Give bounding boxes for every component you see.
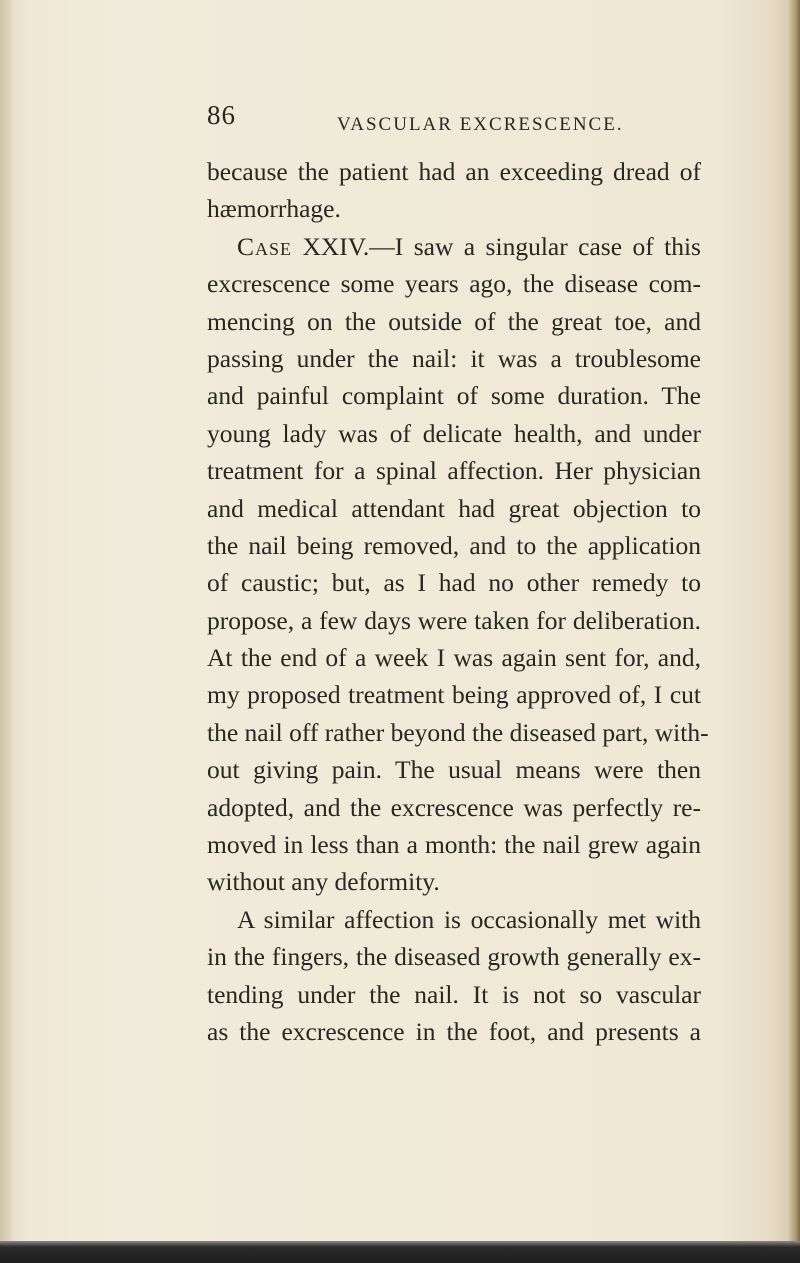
text-line: hæmorrhage.: [207, 194, 341, 224]
text-line: and painful complaint of some duration. The: [207, 381, 701, 411]
text-line: the nail off rather beyond the diseased part, with-: [207, 717, 709, 747]
text-line: passing under the nail: it was a troublesome: [207, 343, 701, 373]
text-line: of caustic; but, as I had no other remedy to: [207, 568, 701, 598]
text-line: out giving pain. The usual means were then: [207, 755, 701, 785]
text-line: At the end of a week I was again sent for, and,: [207, 643, 701, 673]
text-line: without any deformity.: [207, 867, 440, 897]
text-line: propose, a few days were taken for deliberation.: [207, 605, 701, 635]
scan-bottom-border: [0, 1241, 800, 1263]
text-line: because the patient had an exceeding dread of: [207, 157, 701, 186]
text-line: the nail being removed, and to the application: [207, 530, 701, 560]
text-line: treatment for a spinal affection. Her physician: [207, 456, 701, 486]
text-line-rest: XXIV.—I saw a singular case of this: [302, 231, 701, 261]
text-line: my proposed treatment being approved of, I cut: [207, 680, 701, 710]
text-line: tending under the nail. It is not so vascular: [207, 979, 701, 1009]
text-line: young lady was of delicate health, and under: [207, 418, 701, 448]
case-label: Case: [237, 231, 293, 261]
page-header: [207, 100, 707, 136]
text-line: in the fingers, the diseased growth generally ex-: [207, 942, 701, 972]
running-head: VASCULAR EXCRESCENCE.: [337, 114, 624, 135]
page-number: 86: [207, 100, 236, 130]
text-line: moved in less than a month: the nail grew again: [207, 830, 701, 860]
text-line-case-heading: [207, 228, 701, 265]
text-line: and medical attendant had great objection to: [207, 493, 701, 523]
text-line: excrescence some years ago, the disease com-: [207, 269, 701, 299]
text-line: as the excrescence in the foot, and presents a: [207, 1016, 701, 1046]
body-text: [207, 153, 709, 1050]
text-line: mencing on the outside of the great toe, and: [207, 306, 701, 336]
text-line: adopted, and the excrescence was perfectly re-: [207, 792, 701, 822]
page-left-edge: [0, 0, 14, 1263]
text-line: A similar affection is occasionally met with: [237, 904, 701, 934]
page-right-edge: [788, 0, 800, 1263]
